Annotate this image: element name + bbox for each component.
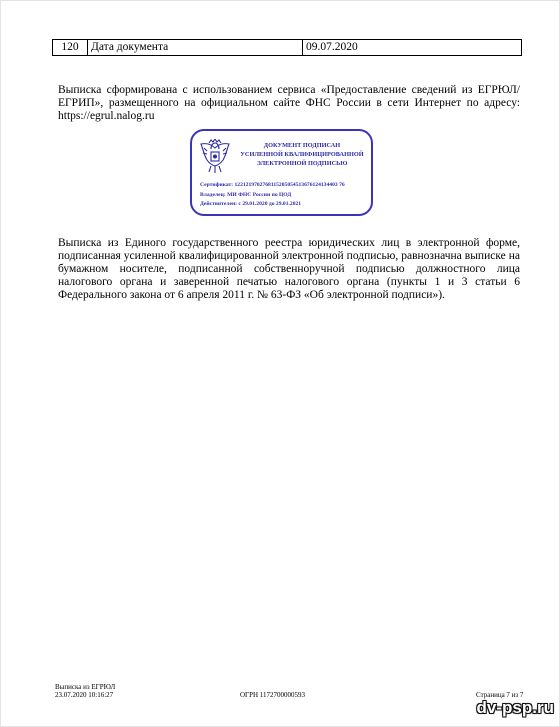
row-number: 120 (53, 40, 88, 56)
stamp-validity: Действителен: с 29.01.2020 до 29.01.2021 (200, 201, 302, 207)
data-table (52, 39, 522, 56)
watermark: dv-psp.ru (476, 698, 554, 717)
service-paragraph: Выписка сформирована с использованием сервиса «Предоставление сведений из ЕГРЮЛ/ЕГРИП», размещенного на официальном сайте ФНС России в сети Интернет по адресу: https://egrul.nalog.ru (58, 84, 520, 122)
footer-document-info (55, 683, 115, 699)
row-value: 09.07.2020 (303, 40, 522, 56)
emblem-icon (198, 139, 232, 177)
stamp-title-line: ДОКУМЕНТ ПОДПИСАН (263, 142, 341, 149)
stamp-title (234, 141, 370, 168)
stamp-certificate: Сертификат: 1221219702768115205054513676124134403 76 (200, 182, 345, 188)
table-row (53, 40, 522, 56)
footer-doc-name: Выписка из ЕГРЮЛ (55, 683, 116, 691)
stamp-title-line: УСИЛЕННОЙ КВАЛИФИЦИРОВАННОЙ (240, 151, 364, 158)
stamp-title-line: ЭЛЕКТРОННОЙ ПОДПИСЬЮ (256, 160, 348, 167)
footer-page-number: Страница 7 из 7 (476, 691, 524, 699)
footer-timestamp: 23.07.2020 10:16:27 (55, 691, 114, 699)
row-label: Дата документа (88, 40, 303, 56)
stamp-owner: Владелец: МИ ФНС России по ЦОД (200, 192, 292, 198)
legal-paragraph: Выписка из Единого государственного реестра юридических лиц в электронной форме, подписанная усиленной квалифицированной электронной подписью, равнозначна выписке на бумажном носителе, подписанной собственноручной подписью должностного лица налогового органа и заверенной печатью налогового органа (пункты 1 и 3 статьи 6 Федерального закона от 6 апреля 2011 г. № 63-ФЗ «Об электронной подписи»). (58, 237, 520, 301)
footer-ogrn: ОГРН 1172700000593 (240, 691, 306, 699)
signature-stamp (190, 129, 373, 216)
